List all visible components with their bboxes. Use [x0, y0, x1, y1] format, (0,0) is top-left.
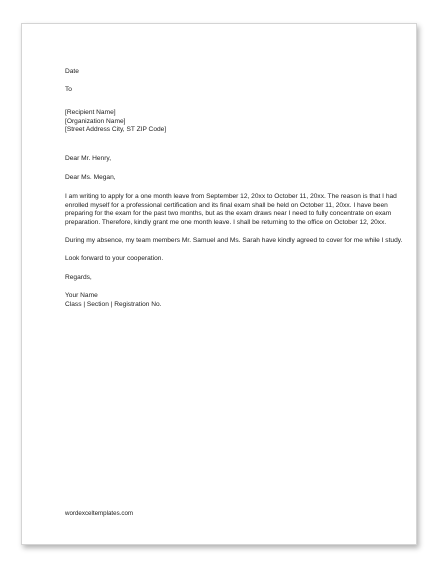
organization-name: [Organization Name] [65, 117, 126, 125]
street-address: [Street Address City, ST ZIP Code] [65, 126, 167, 134]
letter-body: Date To [Recipient Name] [Organization Name] [Street Address City, ST ZIP Code] Dear Mr. Henry, Dear Ms. Megan, I am writing to apply for a one month leave from September 12, 20xx to October 11, 20xx. The reason is that I had enrolled myself for a professional certification and its final exam shall be held on October 11, 20xx. I have been preparing for the exam for the past two months, but as the exam draws near I need to fully concentrate on exam preparation. Therefore, kindly grant me one month leave. I shall be returning to the office on October 12, 20xx. During my absence, my team members Mr. Samuel and Ms. Sarah have kindly agreed to cover for me while I study. Look forward to your cooperation. Regards, Your Name Class | Section | Registration No. [65, 68, 405, 310]
signature-name: Your Name [65, 292, 98, 300]
footer-website: wordexceltemplates.com [65, 510, 134, 517]
signature-details: Class | Section | Registration No. [65, 301, 162, 309]
to-line: To [65, 86, 72, 93]
signature-block [65, 292, 405, 310]
recipient-address-block [65, 109, 405, 135]
salutation-megan: Dear Ms. Megan, [65, 173, 116, 181]
body-paragraph-2: During my absence, my team members Mr. Samuel and Ms. Sarah have kindly agreed to cover for me while I study. [65, 236, 403, 244]
closing-regards: Regards, [65, 273, 92, 281]
salutation-henry: Dear Mr. Henry, [65, 155, 112, 163]
recipient-name: [Recipient Name] [65, 108, 116, 116]
letter-page [21, 23, 417, 545]
body-paragraph-1: I am writing to apply for a one month leave from September 12, 20xx to October 11, 20xx. The reason is that I had enrolled myself for a professional certification and its final exam shall be held on October 11, 20xx. I have been preparing for the exam for the past two months, but as the exam draws near I need to fully concentrate on exam preparation. Therefore, kindly grant me one month leave. I shall be returning to the office on October 12, 20xx. [65, 192, 397, 227]
body-paragraph-3: Look forward to your cooperation. [65, 254, 164, 262]
